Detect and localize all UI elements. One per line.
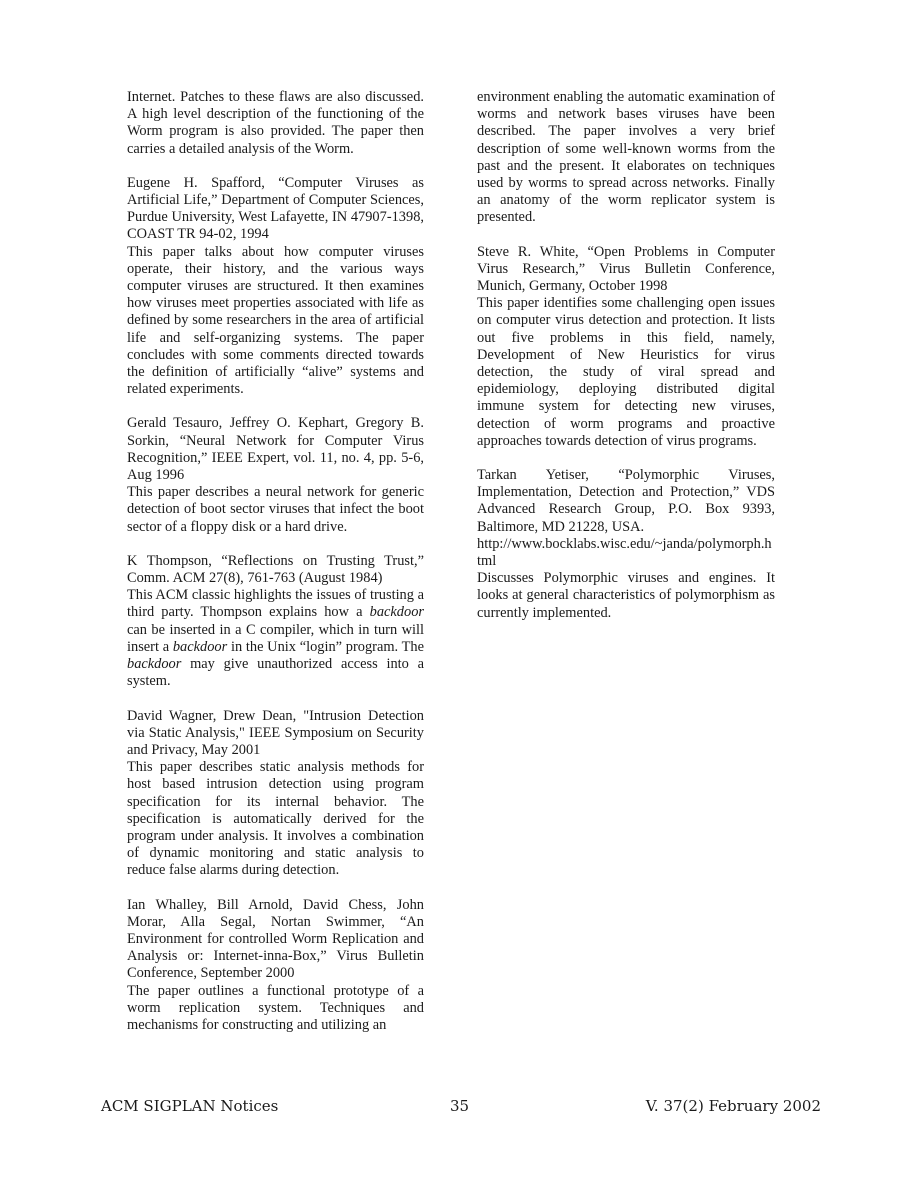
emphasis-backdoor: backdoor <box>127 656 182 673</box>
reference-entry <box>127 708 424 880</box>
reference-summary: This paper describes static analysis methods for host based intrusion detection using program specification for its internal behavior. The specification is automatically derived for the program under analysis. It involves a combination of dynamic monitoring and static analysis to reduce false alarms during detection. <box>127 759 424 879</box>
reference-entry <box>127 553 424 691</box>
right-column <box>477 89 775 639</box>
reference-entry <box>127 415 424 535</box>
reference-entry <box>127 89 424 158</box>
summary-text: can be inserted in a C compiler, which in turn will insert a <box>127 621 424 655</box>
summary-text: may give unauthorized access into a system. <box>127 656 424 690</box>
reference-citation: Eugene H. Spafford, “Computer Viruses as Artificial Life,” Department of Computer Sciences, Purdue University, West Lafayette, IN 47907-1398, COAST TR 94-02, 1994 <box>127 174 424 243</box>
reference-entry <box>477 244 775 450</box>
reference-summary: This paper describes a neural network for generic detection of boot sector viruses that infect the boot sector of a floppy disk or a hard drive. <box>127 484 424 535</box>
reference-summary: This paper talks about how computer viruses operate, their history, and the various ways computer viruses are structured. It then examines how viruses meet properties associated with life as defined by some researchers in the area of artificial life and self-organizing systems. The paper concludes with some comments directed towards the definition of artificially “alive” systems and related experiments. <box>127 243 424 398</box>
reference-summary: Discusses Polymorphic viruses and engines. It looks at general characteristics of polymorphism as currently implemented. <box>477 570 775 621</box>
reference-url: http://www.bocklabs.wisc.edu/~janda/polymorph.html <box>477 535 772 570</box>
left-column <box>127 89 424 1051</box>
emphasis-backdoor: backdoor <box>172 638 228 655</box>
reference-entry <box>127 175 424 399</box>
reference-summary <box>127 587 424 690</box>
reference-summary: Internet. Patches to these flaws are also discussed. A high level description of the functioning of the Worm program is also provided. The paper then carries a detailed analysis of the Worm. <box>127 89 424 157</box>
footer-volume: V. 37(2) February 2002 <box>645 1097 821 1115</box>
reference-entry <box>477 467 775 622</box>
reference-citation: Steve R. White, “Open Problems in Computer Virus Research,” Virus Bulletin Conference, Munich, Germany, October 1998 <box>477 243 775 295</box>
reference-entry <box>127 897 424 1035</box>
reference-citation: Ian Whalley, Bill Arnold, David Chess, John Morar, Alla Segal, Nortan Swimmer, “An Environment for controlled Worm Replication and Analysis or: Internet-inna-Box,” Virus Bulletin Conference, September 2000 <box>127 896 424 982</box>
summary-text: in the Unix “login” program. The <box>227 638 424 655</box>
reference-citation: K Thompson, “Reflections on Trusting Trust,” Comm. ACM 27(8), 761-763 (August 1984) <box>127 552 424 587</box>
reference-citation: David Wagner, Drew Dean, "Intrusion Detection via Static Analysis," IEEE Symposium on Security and Privacy, May 2001 <box>127 707 424 758</box>
reference-summary: environment enabling the automatic examination of worms and network bases viruses have been described. The paper involves a very brief description of some well-known worms from the past and the present. It elaborates on techniques used by worms to spread across networks. Finally an anatomy of the worm replicator system is presented. <box>477 89 775 226</box>
reference-citation: Tarkan Yetiser, “Polymorphic Viruses, Implementation, Detection and Protection,” VDS Advanced Research Group, P.O. Box 9393, Baltimore, MD 21228, USA. <box>477 467 775 535</box>
footer-journal: ACM SIGPLAN Notices <box>101 1097 279 1115</box>
reference-citation: Gerald Tesauro, Jeffrey O. Kephart, Gregory B. Sorkin, “Neural Network for Computer Virus Recognition,” IEEE Expert, vol. 11, no. 4, pp. 5-6, Aug 1996 <box>127 415 424 484</box>
emphasis-backdoor: backdoor <box>369 604 424 621</box>
reference-entry <box>477 89 775 227</box>
summary-text: This ACM classic highlights the issues of trusting a third party. Thompson explains how a <box>127 587 424 621</box>
reference-summary: This paper identifies some challenging open issues on computer virus detection and protection. It lists out five problems in this field, namely, Development of New Heuristics for virus detection, the study of viral spread and epidemiology, deploying distributed digital immune system for detecting new viruses, detection of worm programs and proactive approaches towards detection of virus programs. <box>477 295 775 449</box>
footer-page-number: 35 <box>450 1097 470 1115</box>
reference-summary: The paper outlines a functional prototype of a worm replication system. Techniques and mechanisms for constructing and utilizing an <box>127 982 424 1033</box>
